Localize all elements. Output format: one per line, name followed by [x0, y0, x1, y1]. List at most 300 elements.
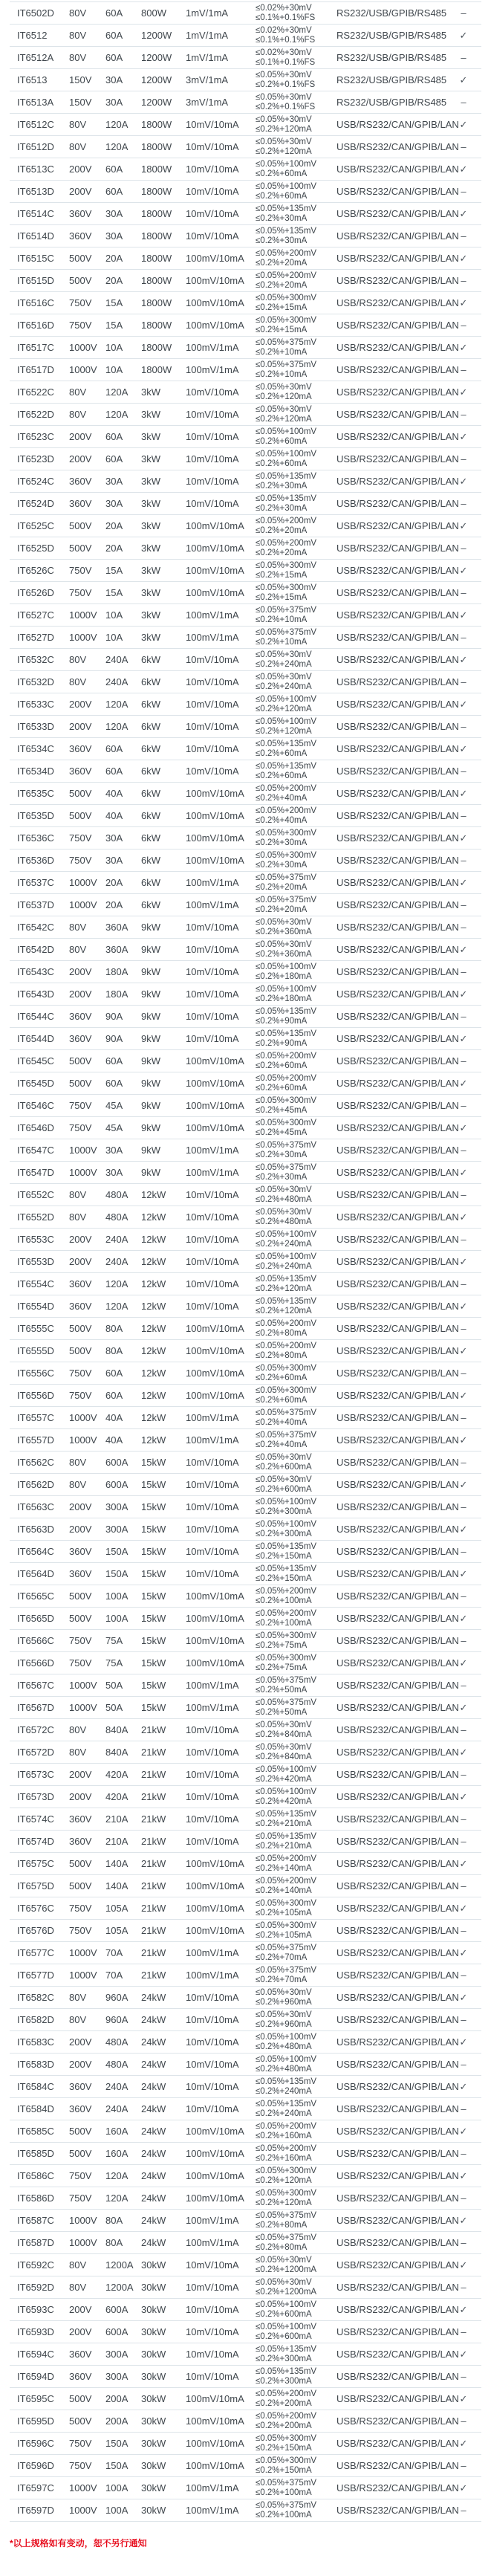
check-icon: ✓: [459, 118, 468, 130]
voltage-cell: 500V: [69, 2148, 92, 2159]
voltage-cell: 360V: [69, 230, 92, 242]
model-cell: IT6516C: [17, 297, 54, 308]
resolution-cell: 1mV/1mA: [186, 30, 229, 41]
resolution-cell: 10mV/10mA: [186, 676, 239, 687]
resolution-cell: 100mV/10mA: [186, 2438, 244, 2449]
voltage-accuracy: ≤0.05%+100mV: [256, 1229, 317, 1239]
accuracy-cell: [256, 628, 336, 647]
check-icon: ✓: [459, 1344, 468, 1356]
model-cell: IT6577D: [17, 1970, 54, 1981]
voltage-cell: 1000V: [69, 1947, 97, 1958]
dash-icon: –: [461, 1011, 466, 1022]
accuracy-cell: [256, 1966, 336, 1985]
current-accuracy: ≤0.2%+45mA: [256, 1127, 308, 1137]
resolution-cell: 100mV/10mA: [186, 788, 244, 799]
resolution-cell: 100mV/10mA: [186, 2460, 244, 2471]
current-accuracy: ≤0.2%+360mA: [256, 927, 312, 936]
model-cell: IT6573D: [17, 1791, 54, 1802]
voltage-accuracy: ≤0.05%+30mV: [256, 1742, 312, 1752]
table-row: [10, 2054, 481, 2076]
current-cell: 15A: [105, 587, 123, 598]
dash-icon: –: [461, 409, 466, 420]
resolution-cell: 10mV/10mA: [186, 2259, 239, 2271]
model-cell: IT6525C: [17, 520, 54, 531]
check-icon: ✓: [459, 1300, 468, 1312]
accuracy-cell: [256, 1052, 336, 1071]
accuracy-cell: [256, 1542, 336, 1562]
current-cell: 600A: [105, 1479, 129, 1490]
model-cell: IT6555D: [17, 1345, 54, 1356]
power-cell: 24kW: [141, 2081, 166, 2092]
accuracy-cell: [256, 1319, 336, 1339]
standard-cell: [446, 1590, 481, 1602]
interfaces-cell: USB/RS232/CAN/GPIB/LAN: [336, 1680, 459, 1691]
table-row: [10, 693, 481, 716]
voltage-cell: 80V: [69, 944, 87, 955]
accuracy-cell: [256, 2211, 336, 2230]
accuracy-cell: [256, 517, 336, 536]
accuracy-cell: [256, 1386, 336, 1405]
current-cell: 10A: [105, 364, 123, 375]
voltage-cell: 750V: [69, 1390, 92, 1401]
model-cell: IT6563C: [17, 1501, 54, 1512]
standard-cell: [446, 1278, 481, 1289]
current-cell: 240A: [105, 676, 129, 687]
resolution-cell: 10mV/10mA: [186, 2371, 239, 2382]
table-row: [10, 1072, 481, 1095]
standard-cell: [446, 520, 481, 532]
voltage-cell: 200V: [69, 431, 92, 442]
resolution-cell: 10mV/10mA: [186, 1278, 239, 1289]
table-row: [10, 426, 481, 448]
voltage-accuracy: ≤0.05%+200mV: [256, 1876, 317, 1886]
resolution-cell: 100mV/10mA: [186, 2393, 244, 2404]
standard-cell: [446, 1145, 481, 1156]
power-cell: 12kW: [141, 1211, 166, 1223]
resolution-cell: 100mV/10mA: [186, 2148, 244, 2159]
voltage-cell: 360V: [69, 1813, 92, 1825]
current-cell: 120A: [105, 409, 129, 420]
standard-cell: [446, 275, 481, 286]
resolution-cell: 10mV/10mA: [186, 966, 239, 977]
voltage-accuracy: ≤0.05%+100mV: [256, 1787, 317, 1796]
current-cell: 300A: [105, 1501, 129, 1512]
power-cell: 6kW: [141, 676, 160, 687]
accuracy-cell: [256, 1899, 336, 1918]
dash-icon: –: [461, 1189, 466, 1200]
current-accuracy: ≤0.2%+0.1%FS: [256, 102, 316, 111]
power-cell: 12kW: [141, 1189, 166, 1200]
voltage-accuracy: ≤0.05%+300mV: [256, 2456, 317, 2465]
dash-icon: –: [461, 2192, 466, 2204]
resolution-cell: 100mV/1mA: [186, 2237, 239, 2248]
interfaces-cell: USB/RS232/CAN/GPIB/LAN: [336, 2482, 459, 2494]
standard-cell: [446, 1323, 481, 1334]
accuracy-cell: [256, 2055, 336, 2074]
voltage-accuracy: ≤0.05%+375mV: [256, 1965, 317, 1975]
standard-cell: [446, 1189, 481, 1200]
accuracy-cell: [256, 316, 336, 335]
voltage-accuracy: ≤0.05%+375mV: [256, 1408, 317, 1417]
table-row: [10, 1184, 481, 1206]
interfaces-cell: USB/RS232/CAN/GPIB/LAN: [336, 855, 459, 866]
voltage-accuracy: ≤0.05%+30mV: [256, 70, 312, 80]
standard-cell: [446, 320, 481, 331]
voltage-cell: 360V: [69, 743, 92, 754]
power-cell: 1200W: [141, 97, 172, 108]
interfaces-cell: USB/RS232/CAN/GPIB/LAN: [336, 2460, 459, 2471]
voltage-accuracy: ≤0.05%+30mV: [256, 917, 312, 927]
accuracy-cell: [256, 160, 336, 179]
interfaces-cell: USB/RS232/CAN/GPIB/LAN: [336, 2438, 459, 2449]
power-cell: 21kW: [141, 1813, 166, 1825]
interfaces-cell: USB/RS232/CAN/GPIB/LAN: [336, 877, 459, 888]
resolution-cell: 100mV/10mA: [186, 1925, 244, 1936]
current-accuracy: ≤0.2%+120mA: [256, 1284, 312, 1293]
interfaces-cell: USB/RS232/CAN/GPIB/LAN: [336, 1970, 459, 1981]
interfaces-cell: USB/RS232/CAN/GPIB/LAN: [336, 810, 459, 821]
model-cell: IT6502D: [17, 7, 54, 19]
accuracy-cell: [256, 2077, 336, 2097]
voltage-accuracy: ≤0.05%+300mV: [256, 1920, 317, 1930]
standard-cell: [446, 2014, 481, 2025]
table-row: [10, 203, 481, 225]
resolution-cell: 10mV/10mA: [186, 453, 239, 465]
resolution-cell: 100mV/10mA: [186, 810, 244, 821]
interfaces-cell: USB/RS232/CAN/GPIB/LAN: [336, 2415, 459, 2427]
power-cell: 9kW: [141, 1055, 160, 1067]
accuracy-cell: [256, 1988, 336, 2007]
voltage-accuracy: ≤0.05%+200mV: [256, 516, 317, 525]
model-cell: IT6554D: [17, 1301, 54, 1312]
dash-icon: –: [461, 2014, 466, 2025]
current-accuracy: ≤0.2%+45mA: [256, 1105, 308, 1115]
resolution-cell: 10mV/10mA: [186, 1033, 239, 1044]
standard-cell: [446, 2059, 481, 2070]
standard-cell: [446, 1301, 481, 1313]
voltage-cell: 1000V: [69, 2237, 97, 2248]
standard-cell: [446, 2304, 481, 2316]
power-cell: 24kW: [141, 1992, 166, 2003]
current-cell: 30A: [105, 476, 123, 487]
model-cell: IT6532C: [17, 654, 54, 665]
model-cell: IT6515C: [17, 253, 54, 264]
current-accuracy: ≤0.2%+100mA: [256, 2510, 312, 2520]
model-cell: IT6576D: [17, 1925, 54, 1936]
accuracy-cell: [256, 650, 336, 670]
standard-cell: [446, 1345, 481, 1357]
interfaces-cell: USB/RS232/CAN/GPIB/LAN: [336, 1479, 459, 1490]
resolution-cell: 10mV/10mA: [186, 1301, 239, 1312]
model-cell: IT6546C: [17, 1100, 54, 1111]
table-row: [10, 2165, 481, 2187]
power-cell: 6kW: [141, 654, 160, 665]
model-cell: IT6565C: [17, 1590, 54, 1602]
accuracy-cell: [256, 1609, 336, 1628]
voltage-accuracy: ≤0.05%+200mV: [256, 1586, 317, 1596]
standard-cell: [446, 922, 481, 933]
power-cell: 15kW: [141, 1702, 166, 1713]
check-icon: ✓: [459, 653, 468, 665]
interfaces-cell: USB/RS232/CAN/GPIB/LAN: [336, 1145, 459, 1156]
voltage-accuracy: ≤0.05%+30mV: [256, 2255, 312, 2265]
dash-icon: –: [461, 1836, 466, 1847]
dash-icon: –: [461, 676, 466, 687]
accuracy-cell: [256, 985, 336, 1004]
dash-icon: –: [461, 52, 466, 63]
resolution-cell: 10mV/10mA: [186, 1813, 239, 1825]
table-row: [10, 1117, 481, 1139]
current-accuracy: ≤0.2%+120mA: [256, 146, 312, 156]
resolution-cell: 10mV/10mA: [186, 944, 239, 955]
interfaces-cell: USB/RS232/CAN/GPIB/LAN: [336, 1122, 459, 1133]
model-cell: IT6586D: [17, 2192, 54, 2204]
voltage-cell: 500V: [69, 1858, 92, 1869]
power-cell: 15kW: [141, 1680, 166, 1691]
standard-cell: [446, 966, 481, 977]
table-row: [10, 1608, 481, 1630]
voltage-accuracy: ≤0.05%+135mV: [256, 1541, 317, 1551]
accuracy-cell: [256, 873, 336, 893]
standard-cell: [446, 2126, 481, 2138]
check-icon: ✓: [459, 1032, 468, 1044]
standard-cell: [446, 1925, 481, 1936]
accuracy-cell: [256, 1252, 336, 1272]
standard-cell: [446, 2259, 481, 2271]
standard-cell: [446, 2415, 481, 2427]
model-cell: IT6576C: [17, 1903, 54, 1914]
table-row: [10, 1318, 481, 1340]
table-row: [10, 1407, 481, 1429]
resolution-cell: 10mV/10mA: [186, 2349, 239, 2360]
current-accuracy: ≤0.2%+150mA: [256, 2465, 312, 2475]
check-icon: ✓: [459, 1255, 468, 1267]
table-row: [10, 381, 481, 404]
check-icon: ✓: [459, 2125, 468, 2137]
check-icon: ✓: [459, 698, 468, 710]
current-cell: 20A: [105, 275, 123, 286]
current-accuracy: ≤0.2%+30mA: [256, 1172, 308, 1182]
table-row: [10, 1652, 481, 1674]
model-cell: IT6556D: [17, 1390, 54, 1401]
accuracy-cell: [256, 2144, 336, 2164]
check-icon: ✓: [459, 1567, 468, 1579]
standard-cell: [446, 988, 481, 1000]
resolution-cell: 100mV/1mA: [186, 342, 239, 353]
model-cell: IT6582D: [17, 2014, 54, 2025]
model-cell: IT6534C: [17, 743, 54, 754]
power-cell: 6kW: [141, 766, 160, 777]
check-icon: ✓: [459, 475, 468, 487]
power-cell: 3kW: [141, 609, 160, 621]
model-cell: IT6543C: [17, 966, 54, 977]
model-cell: IT6545D: [17, 1078, 54, 1089]
dash-icon: –: [461, 2371, 466, 2382]
standard-cell: [446, 2460, 481, 2471]
model-cell: IT6597D: [17, 2505, 54, 2516]
standard-cell: [446, 364, 481, 375]
current-cell: 120A: [105, 119, 129, 130]
interfaces-cell: USB/RS232/CAN/GPIB/LAN: [336, 2170, 459, 2181]
current-accuracy: ≤0.2%+120mA: [256, 124, 312, 134]
resolution-cell: 100mV/1mA: [186, 1167, 239, 1178]
voltage-accuracy: ≤0.05%+300mV: [256, 1096, 317, 1105]
interfaces-cell: USB/RS232/CAN/GPIB/LAN: [336, 1858, 459, 1869]
resolution-cell: 100mV/1mA: [186, 877, 239, 888]
current-cell: 140A: [105, 1858, 129, 1869]
model-cell: IT6566C: [17, 1635, 54, 1646]
current-accuracy: ≤0.2%+240mA: [256, 1239, 312, 1249]
power-cell: 1800W: [141, 164, 172, 175]
voltage-cell: 80V: [69, 7, 87, 19]
voltage-cell: 360V: [69, 1301, 92, 1312]
table-row: [10, 359, 481, 381]
dash-icon: –: [461, 766, 466, 777]
voltage-cell: 500V: [69, 2393, 92, 2404]
model-cell: IT6537C: [17, 877, 54, 888]
model-cell: IT6517C: [17, 342, 54, 353]
current-accuracy: ≤0.2%+10mA: [256, 637, 308, 647]
current-accuracy: ≤0.2%+100mA: [256, 2488, 312, 2497]
voltage-accuracy: ≤0.05%+135mV: [256, 2344, 317, 2354]
model-cell: IT6555C: [17, 1323, 54, 1334]
resolution-cell: 100mV/1mA: [186, 2505, 239, 2516]
power-cell: 9kW: [141, 988, 160, 1000]
accuracy-cell: [256, 2323, 336, 2342]
power-cell: 21kW: [141, 1747, 166, 1758]
accuracy-cell: [256, 2166, 336, 2186]
power-cell: 30kW: [141, 2393, 166, 2404]
power-cell: 3kW: [141, 498, 160, 509]
accuracy-cell: [256, 1074, 336, 1093]
standard-cell: [446, 1167, 481, 1179]
power-cell: 9kW: [141, 944, 160, 955]
table-row: [10, 1095, 481, 1117]
interfaces-cell: USB/RS232/CAN/GPIB/LAN: [336, 1992, 459, 2003]
interfaces-cell: USB/RS232/CAN/GPIB/LAN: [336, 2304, 459, 2315]
table-row: [10, 1808, 481, 1831]
current-cell: 150A: [105, 1568, 129, 1579]
standard-cell: [446, 1078, 481, 1090]
accuracy-cell: [256, 427, 336, 447]
table-row: [10, 1206, 481, 1229]
interfaces-cell: USB/RS232/CAN/GPIB/LAN: [336, 2126, 459, 2137]
interfaces-cell: RS232/USB/GPIB/RS485: [336, 74, 447, 85]
resolution-cell: 1mV/1mA: [186, 7, 229, 19]
interfaces-cell: USB/RS232/CAN/GPIB/LAN: [336, 1256, 459, 1267]
accuracy-cell: [256, 1765, 336, 1784]
check-icon: ✓: [459, 742, 468, 754]
accuracy-cell: [256, 1408, 336, 1428]
current-accuracy: ≤0.2%+30mA: [256, 838, 308, 847]
model-cell: IT6565D: [17, 1613, 54, 1624]
table-row: [10, 1897, 481, 1920]
table-row: [10, 292, 481, 314]
current-accuracy: ≤0.2%+300mA: [256, 1529, 312, 1538]
current-cell: 300A: [105, 2349, 129, 2360]
current-accuracy: ≤0.2%+300mA: [256, 2376, 312, 2386]
resolution-cell: 10mV/10mA: [186, 1011, 239, 1022]
resolution-cell: 100mV/10mA: [186, 1368, 244, 1379]
voltage-accuracy: ≤0.05%+375mV: [256, 605, 317, 615]
voltage-accuracy: ≤0.05%+30mV: [256, 92, 312, 102]
resolution-cell: 10mV/10mA: [186, 1189, 239, 1200]
voltage-accuracy: ≤0.05%+30mV: [256, 2277, 312, 2287]
model-cell: IT6573C: [17, 1769, 54, 1780]
current-accuracy: ≤0.2%+960mA: [256, 2019, 312, 2029]
resolution-cell: 100mV/10mA: [186, 1635, 244, 1646]
current-cell: 50A: [105, 1702, 123, 1713]
voltage-accuracy: ≤0.05%+135mV: [256, 1296, 317, 1306]
accuracy-cell: [256, 1453, 336, 1472]
interfaces-cell: USB/RS232/CAN/GPIB/LAN: [336, 1211, 459, 1223]
voltage-accuracy: ≤0.05%+200mV: [256, 2389, 317, 2398]
standard-cell: [446, 386, 481, 398]
power-cell: 3kW: [141, 431, 160, 442]
accuracy-cell: [256, 383, 336, 402]
model-cell: IT6562D: [17, 1479, 54, 1490]
voltage-accuracy: ≤0.05%+135mV: [256, 1274, 317, 1284]
table-row: [10, 2388, 481, 2410]
current-accuracy: ≤0.2%+60mA: [256, 191, 308, 201]
table-row: [10, 337, 481, 359]
accuracy-cell: [256, 1854, 336, 1874]
interfaces-cell: USB/RS232/CAN/GPIB/LAN: [336, 1546, 459, 1557]
table-row: [10, 1987, 481, 2009]
model-cell: IT6553C: [17, 1234, 54, 1245]
voltage-cell: 80V: [69, 2014, 87, 2025]
current-accuracy: ≤0.2%+120mA: [256, 726, 312, 736]
model-cell: IT6562C: [17, 1457, 54, 1468]
standard-cell: [446, 1033, 481, 1045]
power-cell: 9kW: [141, 1145, 160, 1156]
accuracy-cell: [256, 1475, 336, 1495]
standard-cell: [446, 253, 481, 265]
resolution-cell: 100mV/1mA: [186, 2482, 239, 2494]
voltage-cell: 500V: [69, 2126, 92, 2137]
accuracy-cell: [256, 1185, 336, 1205]
current-accuracy: ≤0.2%+200mA: [256, 2398, 312, 2408]
accuracy-cell: [256, 182, 336, 201]
current-accuracy: ≤0.1%+0.1%FS: [256, 35, 316, 45]
accuracy-cell: [256, 227, 336, 246]
current-accuracy: ≤0.2%+15mA: [256, 325, 308, 334]
current-cell: 30A: [105, 74, 123, 85]
table-row: [10, 2477, 481, 2499]
voltage-accuracy: ≤0.05%+300mV: [256, 1118, 317, 1127]
accuracy-cell: [256, 1163, 336, 1182]
current-accuracy: ≤0.2%+600mA: [256, 1484, 312, 1494]
power-cell: 15kW: [141, 1613, 166, 1624]
standard-cell: [446, 1791, 481, 1803]
standard-cell: [446, 2505, 481, 2516]
accuracy-cell: [256, 1676, 336, 1695]
table-row: [10, 1942, 481, 1964]
voltage-accuracy: ≤0.05%+375mV: [256, 1675, 317, 1685]
current-accuracy: ≤0.2%+60mA: [256, 436, 308, 446]
voltage-accuracy: ≤0.05%+30mV: [256, 114, 312, 124]
voltage-accuracy: ≤0.05%+375mV: [256, 360, 317, 369]
interfaces-cell: USB/RS232/CAN/GPIB/LAN: [336, 2081, 459, 2092]
voltage-accuracy: ≤0.05%+375mV: [256, 2210, 317, 2220]
model-cell: IT6542C: [17, 922, 54, 933]
voltage-accuracy: ≤0.05%+375mV: [256, 2233, 317, 2242]
interfaces-cell: USB/RS232/CAN/GPIB/LAN: [336, 699, 459, 710]
accuracy-cell: [256, 1119, 336, 1138]
model-cell: IT6554C: [17, 1278, 54, 1289]
current-accuracy: ≤0.2%+30mA: [256, 860, 308, 870]
current-accuracy: ≤0.2%+75mA: [256, 1663, 308, 1672]
